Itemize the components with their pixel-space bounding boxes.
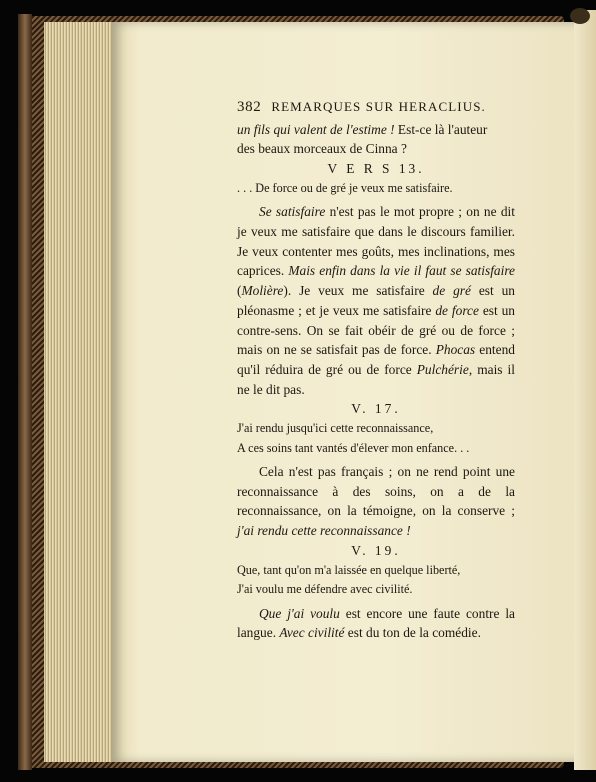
text-span: est un pléonasme ; et je veux me satisfaire	[237, 283, 515, 318]
opening-paragraph	[237, 120, 515, 159]
verse-line: Que, tant qu'on m'a laissée en quelque liberté,	[237, 562, 461, 577]
section-heading-v17: V. 17.	[351, 401, 401, 417]
author-italic: Molière	[241, 283, 284, 299]
text-span: est encore une faute contre la langue.	[237, 605, 515, 641]
text-span: n'est pas le mot propre ; on ne dit je veux me satisfaire que dans le discours familier. Je veux contenter mes goûts, mes inclinations, mes caprices.	[237, 204, 515, 279]
running-head	[237, 97, 515, 118]
text-span: (	[237, 283, 242, 299]
quote-italic: Avec civilité	[279, 625, 345, 641]
text-span: est du ton de la comédie.	[344, 625, 481, 641]
verse-line: J'ai rendu jusqu'ici cette reconnaissance,	[237, 421, 434, 436]
facing-page-edge	[574, 10, 596, 770]
text-span: , mais il ne le dit pas.	[237, 361, 515, 397]
term-italic: de gré	[432, 283, 471, 299]
commentary-v19	[237, 604, 515, 643]
term-italic: de force	[435, 302, 479, 318]
opening-italic: un fils qui valent de l'estime !	[237, 121, 395, 137]
running-title: REMARQUES SUR HERACLIUS.	[271, 99, 486, 114]
verse-line: J'ai voulu me défendre avec civilité.	[237, 582, 413, 597]
commentary-v17	[237, 462, 515, 541]
text-span: entend qu'il réduira de gré ou de force	[237, 342, 515, 377]
page-text	[237, 97, 515, 643]
quote-italic: Que j'ai voulu	[259, 605, 340, 621]
verse-line: A ces soins tant vantés d'élever mon enfance. . .	[237, 440, 470, 455]
commentary-v13	[237, 202, 515, 399]
quote-italic: j'ai rendu cette reconnaissance !	[237, 523, 411, 539]
name-italic: Phocas	[435, 342, 476, 358]
quote-italic: Mais enfin dans la vie il faut se satisfaire	[288, 263, 516, 279]
text-span: ). Je veux me satisfaire	[283, 283, 433, 299]
text-span: Cela n'est pas français ; on ne rend point une reconnaissance à des soins, on a de la reconnaissance, on la témoigne, on la conserve ;	[237, 464, 515, 519]
opening-text: Est-ce là l'auteur	[394, 121, 488, 137]
section-heading-v19: V. 19.	[351, 542, 401, 558]
section-heading-v13: V E R S 13.	[327, 161, 425, 177]
book-spine	[18, 14, 32, 770]
opening-line-2: des beaux morceaux de Cinna ?	[237, 141, 407, 157]
text-span: est un contre-sens. On se fait obéir de gré ou de force ; mais on ne se satisfait pas de force.	[237, 302, 515, 358]
verse-quote: . . . De force ou de gré je veux me satisfaire.	[237, 180, 453, 195]
page-number: 382	[237, 99, 262, 115]
name-italic: Pulchérie	[416, 361, 469, 377]
term-italic: Se satisfaire	[259, 204, 326, 220]
clasp-icon	[570, 8, 590, 24]
